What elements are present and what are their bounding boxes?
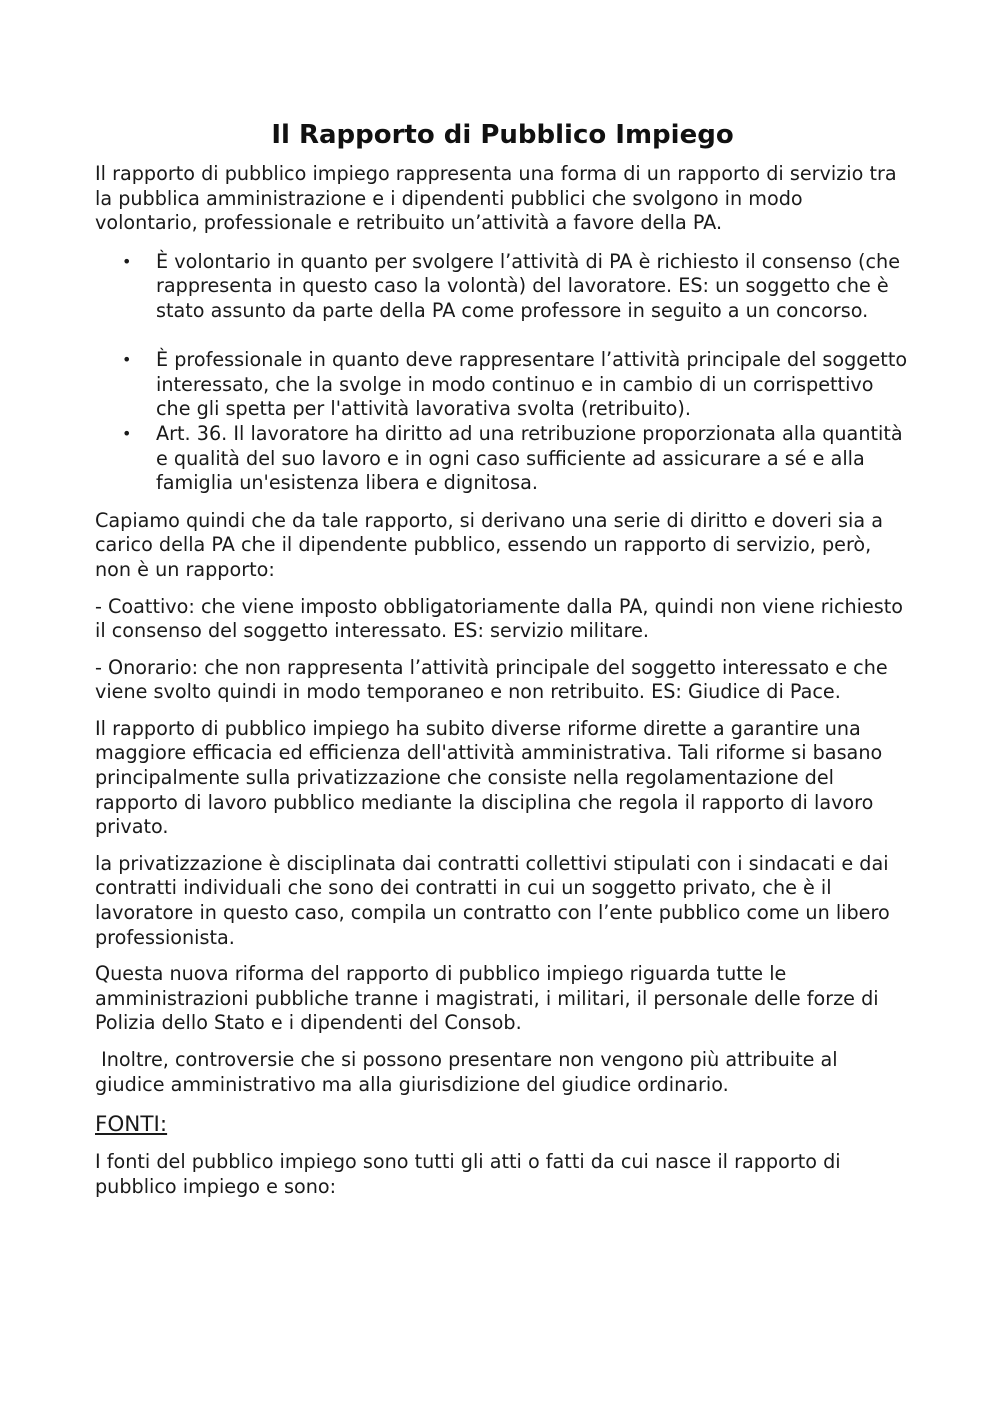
body-paragraph: - Coattivo: che viene imposto obbligatoriamente dalla PA, quindi non viene richiesto il consenso del soggetto interessato. ES: servizio militare. — [95, 594, 904, 643]
document-title: Il Rapporto di Pubblico Impiego — [271, 120, 734, 150]
document-page — [95, 118, 910, 1211]
section-heading: FONTI: — [95, 1112, 168, 1138]
intro-paragraph: Il rapporto di pubblico impiego rappresenta una forma di un rapporto di servizio tra la pubblica amministrazione e i dipendenti pubblici che svolgono in modo volontario, professionale e retribuito un’attività a favore della PA. — [95, 162, 897, 235]
list-item — [122, 249, 910, 324]
body-paragraph: Capiamo quindi che da tale rapporto, si derivano una serie di diritto e doveri sia a carico della PA che il dipendente pubblico, essendo un rapporto di servizio, però, non è un rapporto: — [95, 508, 883, 581]
body-paragraph: - Onorario: che non rappresenta l’attività principale del soggetto interessato e che viene svolto quindi in modo temporaneo e non retribuito. ES: Giudice di Pace. — [95, 655, 888, 704]
body-paragraph: Il rapporto di pubblico impiego ha subito diverse riforme dirette a garantire una maggiore efficacia ed efficienza dell'attività amministrativa. Tali riforme si basano principalmente sulla privatizzazione che consiste nella regolamentazione del rapporto di lavoro pubblico mediante la disciplina che regola il rapporto di lavoro privato. — [95, 716, 883, 839]
body-paragraph: la privatizzazione è disciplinata dai contratti collettivi stipulati con i sindacati e dai contratti individuali che sono dei contratti in cui un soggetto privato, che è il lavoratore in questo caso, compila un contratto con l’ente pubblico come un libero professionista. — [95, 851, 890, 949]
bullet-icon: • — [122, 350, 132, 370]
body-paragraph: Questa nuova riforma del rapporto di pubblico impiego riguarda tutte le amministrazioni pubbliche tranne i magistrati, i militari, il personale delle forze di Polizia dello Stato e i dipendenti del Consob. — [95, 962, 879, 1035]
list-item — [122, 348, 910, 422]
section-paragraph: I fonti del pubblico impiego sono tutti gli atti o fatti da cui nasce il rapporto di pubblico impiego e sono: — [95, 1150, 841, 1198]
characteristics-list — [95, 250, 910, 496]
list-item — [122, 421, 910, 496]
list-item-text: È professionale in quanto deve rappresentare l’attività principale del soggetto interessato, che la svolge in modo continuo e in cambio di un corrispettivo che gli spetta per l'attività lavorativa svolta (retribuito). — [156, 348, 908, 421]
list-item-text: È volontario in quanto per svolgere l’attività di PA è richiesto il consenso (che rappresenta in questo caso la volontà) del lavoratore. ES: un soggetto che è stato assunto da parte della PA come professore in seguito a un concorso. — [156, 249, 900, 322]
list-item-text: Art. 36. Il lavoratore ha diritto ad una retribuzione proporzionata alla quantità e qualità del suo lavoro e in ogni caso sufficiente ad assicurare a sé e alla famiglia un'esistenza libera e dignitosa. — [156, 421, 903, 495]
bullet-icon: • — [122, 423, 132, 443]
body-paragraph: Inoltre, controversie che si possono presentare non vengono più attribuite al giudice amministrativo ma alla giurisdizione del giudice ordinario. — [95, 1048, 844, 1096]
bullet-icon: • — [122, 251, 132, 271]
